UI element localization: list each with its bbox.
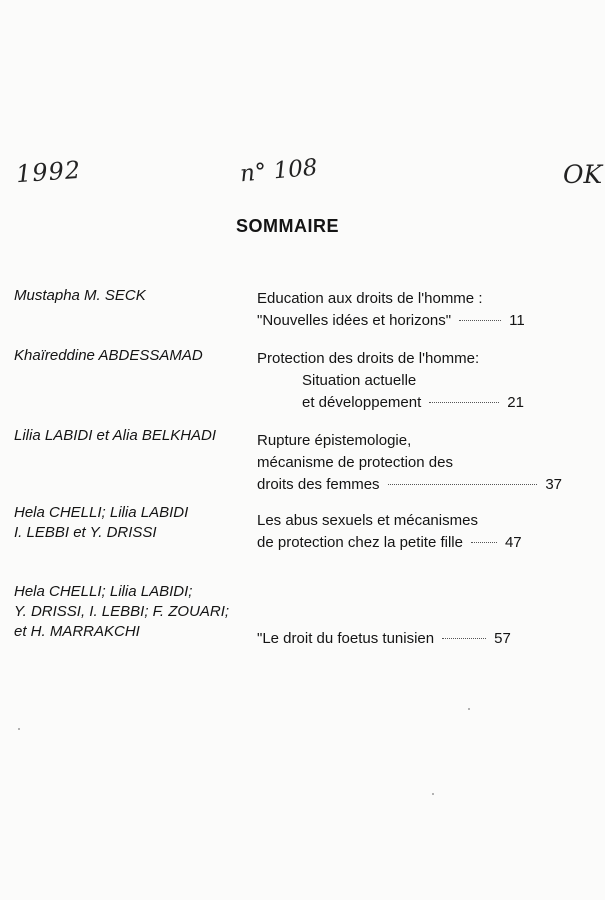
page-title: SOMMAIRE bbox=[236, 216, 339, 236]
title-line: Protection des droits de l'homme: bbox=[257, 350, 480, 367]
author-line: Mustapha M. SECK bbox=[14, 287, 146, 304]
author-line: I. LEBBI et Y. DRISSI bbox=[14, 524, 157, 541]
toc-article-title bbox=[257, 348, 562, 414]
title-last-line bbox=[257, 532, 562, 554]
title-line: Rupture épistemologie, bbox=[257, 432, 412, 449]
title-line: et développement bbox=[302, 394, 422, 411]
page-number: 47 bbox=[504, 534, 522, 551]
title-line: Les abus sexuels et mécanismes bbox=[257, 512, 478, 529]
page-number: 21 bbox=[507, 394, 524, 411]
toc-article-title bbox=[257, 628, 562, 650]
page-number: 37 bbox=[545, 476, 562, 493]
dot-leader bbox=[429, 402, 499, 403]
author-line: et H. MARRAKCHI bbox=[14, 623, 140, 640]
title-line: droits des femmes bbox=[257, 476, 380, 493]
title-last-line bbox=[257, 310, 562, 332]
scan-speck bbox=[468, 708, 470, 710]
title-line: "Le droit du foetus tunisien bbox=[257, 630, 435, 647]
dot-leader bbox=[471, 542, 497, 543]
title-line: Situation actuelle bbox=[302, 372, 417, 389]
handwritten-issue-number: n° 108 bbox=[239, 154, 319, 188]
toc-article-title bbox=[257, 430, 562, 496]
page-number: 11 bbox=[509, 312, 525, 329]
toc-authors bbox=[14, 346, 254, 366]
title-line: de protection chez la petite fille bbox=[257, 534, 463, 551]
scan-speck bbox=[432, 793, 434, 795]
dot-leader bbox=[442, 638, 486, 639]
toc-authors bbox=[14, 503, 254, 543]
author-line: Hela CHELLI; Lilia LABIDI bbox=[14, 504, 189, 521]
dot-leader bbox=[459, 320, 501, 321]
author-line: Lilia LABIDI et Alia BELKHADI bbox=[14, 427, 217, 444]
title-last-line bbox=[257, 628, 562, 650]
title-last-line bbox=[257, 392, 562, 414]
handwritten-year: 1992 bbox=[15, 155, 82, 189]
title-line: mécanisme de protection des bbox=[257, 454, 453, 471]
toc-article-title bbox=[257, 510, 562, 554]
toc-article-title bbox=[257, 288, 562, 332]
toc-authors bbox=[14, 582, 254, 642]
toc-authors bbox=[14, 286, 254, 306]
author-line: Y. DRISSI, I. LEBBI; F. ZOUARI; bbox=[14, 603, 230, 620]
dot-leader bbox=[388, 484, 538, 485]
handwritten-ok-mark: OK bbox=[563, 160, 603, 189]
title-line: "Nouvelles idées et horizons" bbox=[257, 312, 452, 329]
author-line: Hela CHELLI; Lilia LABIDI; bbox=[14, 583, 193, 600]
title-line: Education aux droits de l'homme : bbox=[257, 290, 483, 307]
scan-speck bbox=[18, 728, 20, 730]
title-last-line bbox=[257, 474, 562, 496]
author-line: Khaïreddine ABDESSAMAD bbox=[14, 347, 203, 364]
toc-authors bbox=[14, 426, 254, 446]
page-number: 57 bbox=[494, 630, 511, 647]
